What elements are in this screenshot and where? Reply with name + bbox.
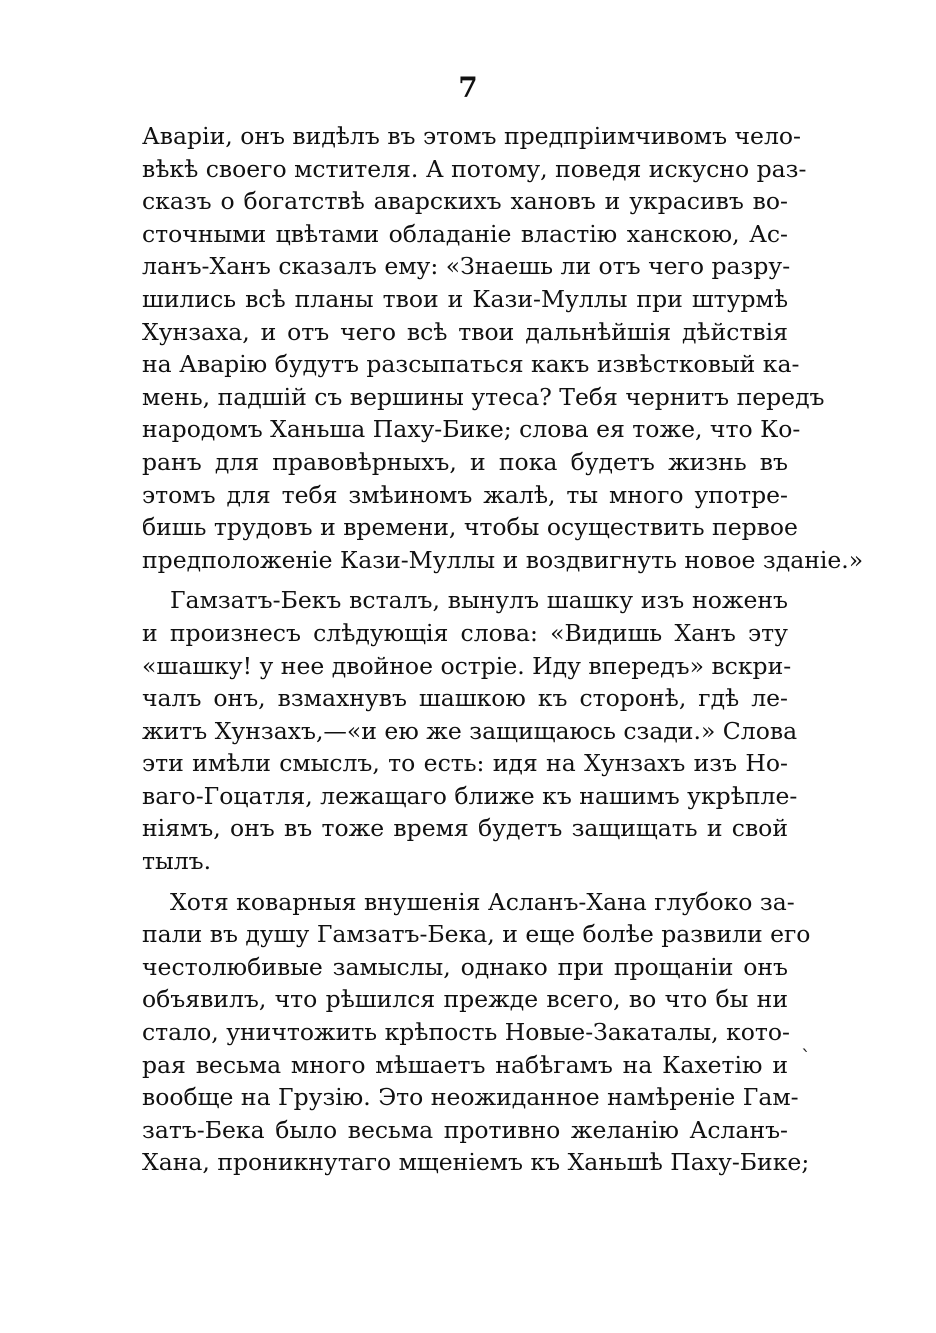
text-line: затъ-Бека было весьма противно желанію Асланъ- xyxy=(142,1115,788,1144)
text-line: Хана, проникнутаго мщеніемъ къ Ханьшѣ Паху-Бике; xyxy=(142,1148,810,1177)
text-line: стало, уничтожить крѣпость Новые-Закаталы, кото- xyxy=(142,1018,790,1047)
margin-mark: ` xyxy=(801,1045,811,1069)
text-line: объявилъ, что рѣшился прежде всего, во что бы ни xyxy=(142,985,788,1014)
text-line: мень, падшій съ вершины утеса? Тебя чернитъ передъ xyxy=(142,382,825,411)
text-line: честолюбивые замыслы, однако при прощаніи онъ xyxy=(142,952,788,981)
text-line: народомъ Ханьша Паху-Бике; слова ея тоже, что Ко- xyxy=(142,415,801,444)
text-line: бишь трудовъ и времени, чтобы осуществить первое xyxy=(142,513,798,542)
text-line: Аваріи, онъ видѣлъ въ этомъ предпріимчивомъ чело- xyxy=(142,122,801,150)
text-line: вѣкѣ своего мстителя. А потому, поведя искусно раз- xyxy=(142,154,807,183)
text-line: шились всѣ планы твои и Кази-Муллы при штурмѣ xyxy=(142,284,788,313)
text-line: «шашку! у нее двойное остріе. Иду впередъ» вскри- xyxy=(142,651,792,680)
text-line: Гамзатъ-Бекъ всталъ, вынулъ шашку изъ ноженъ xyxy=(170,586,788,615)
body-text xyxy=(142,120,864,1179)
paragraph-1 xyxy=(142,120,864,576)
paragraph-3 xyxy=(142,886,811,1179)
text-line: этомъ для тебя змѣиномъ жалѣ, ты много употре- xyxy=(142,480,788,509)
paragraph-2 xyxy=(142,584,798,877)
text-line: ніямъ, онъ въ тоже время будетъ защищать и свой xyxy=(142,814,788,843)
text-line: ланъ-Ханъ сказалъ ему: «Знаешь ли отъ чего разру- xyxy=(142,252,791,281)
text-line: тылъ. xyxy=(142,847,212,876)
text-line: предположеніе Кази-Муллы и воздвигнуть новое зданіе.» xyxy=(142,545,864,574)
paragraph-gap xyxy=(142,576,788,584)
text-line: ранъ для правовѣрныхъ, и пока будетъ жизнь въ xyxy=(142,447,788,476)
text-line: ваго-Гоцатля, лежащаго ближе къ нашимъ укрѣпле- xyxy=(142,781,798,810)
page-number: 7 xyxy=(458,71,478,104)
text-line: сточными цвѣтами обладаніе властію ханскою, Ас- xyxy=(142,219,788,248)
text-line: на Аварію будутъ разсыпаться какъ извѣстковый ка- xyxy=(142,350,800,379)
text-line: Хотя коварныя внушенія Асланъ-Хана глубоко за- xyxy=(170,887,795,916)
text-line: пали въ душу Гамзатъ-Бека, и еще болѣе развили его xyxy=(142,920,811,949)
text-line: эти имѣли смыслъ, то есть: идя на Хунзахъ изъ Но- xyxy=(142,749,788,778)
paragraph-gap xyxy=(142,878,788,886)
text-line: вообще на Грузію. Это неожиданное намѣреніе Гам- xyxy=(142,1083,799,1112)
text-line: рая весьма много мѣшаетъ набѣгамъ на Кахетію и xyxy=(142,1050,788,1079)
text-line: сказъ о богатствѣ аварскихъ хановъ и украсивъ во- xyxy=(142,187,788,216)
text-line: чалъ онъ, взмахнувъ шашкою къ сторонѣ, гдѣ ле- xyxy=(142,684,788,713)
text-line: Хунзаха, и отъ чего всѣ твои дальнѣйшія дѣйствія xyxy=(142,317,788,346)
text-line: житъ Хунзахъ,—«и ею же защищаюсь сзади.» Слова xyxy=(142,716,798,745)
text-line: и произнесъ слѣдующія слова: «Видишь Ханъ эту xyxy=(142,618,788,647)
